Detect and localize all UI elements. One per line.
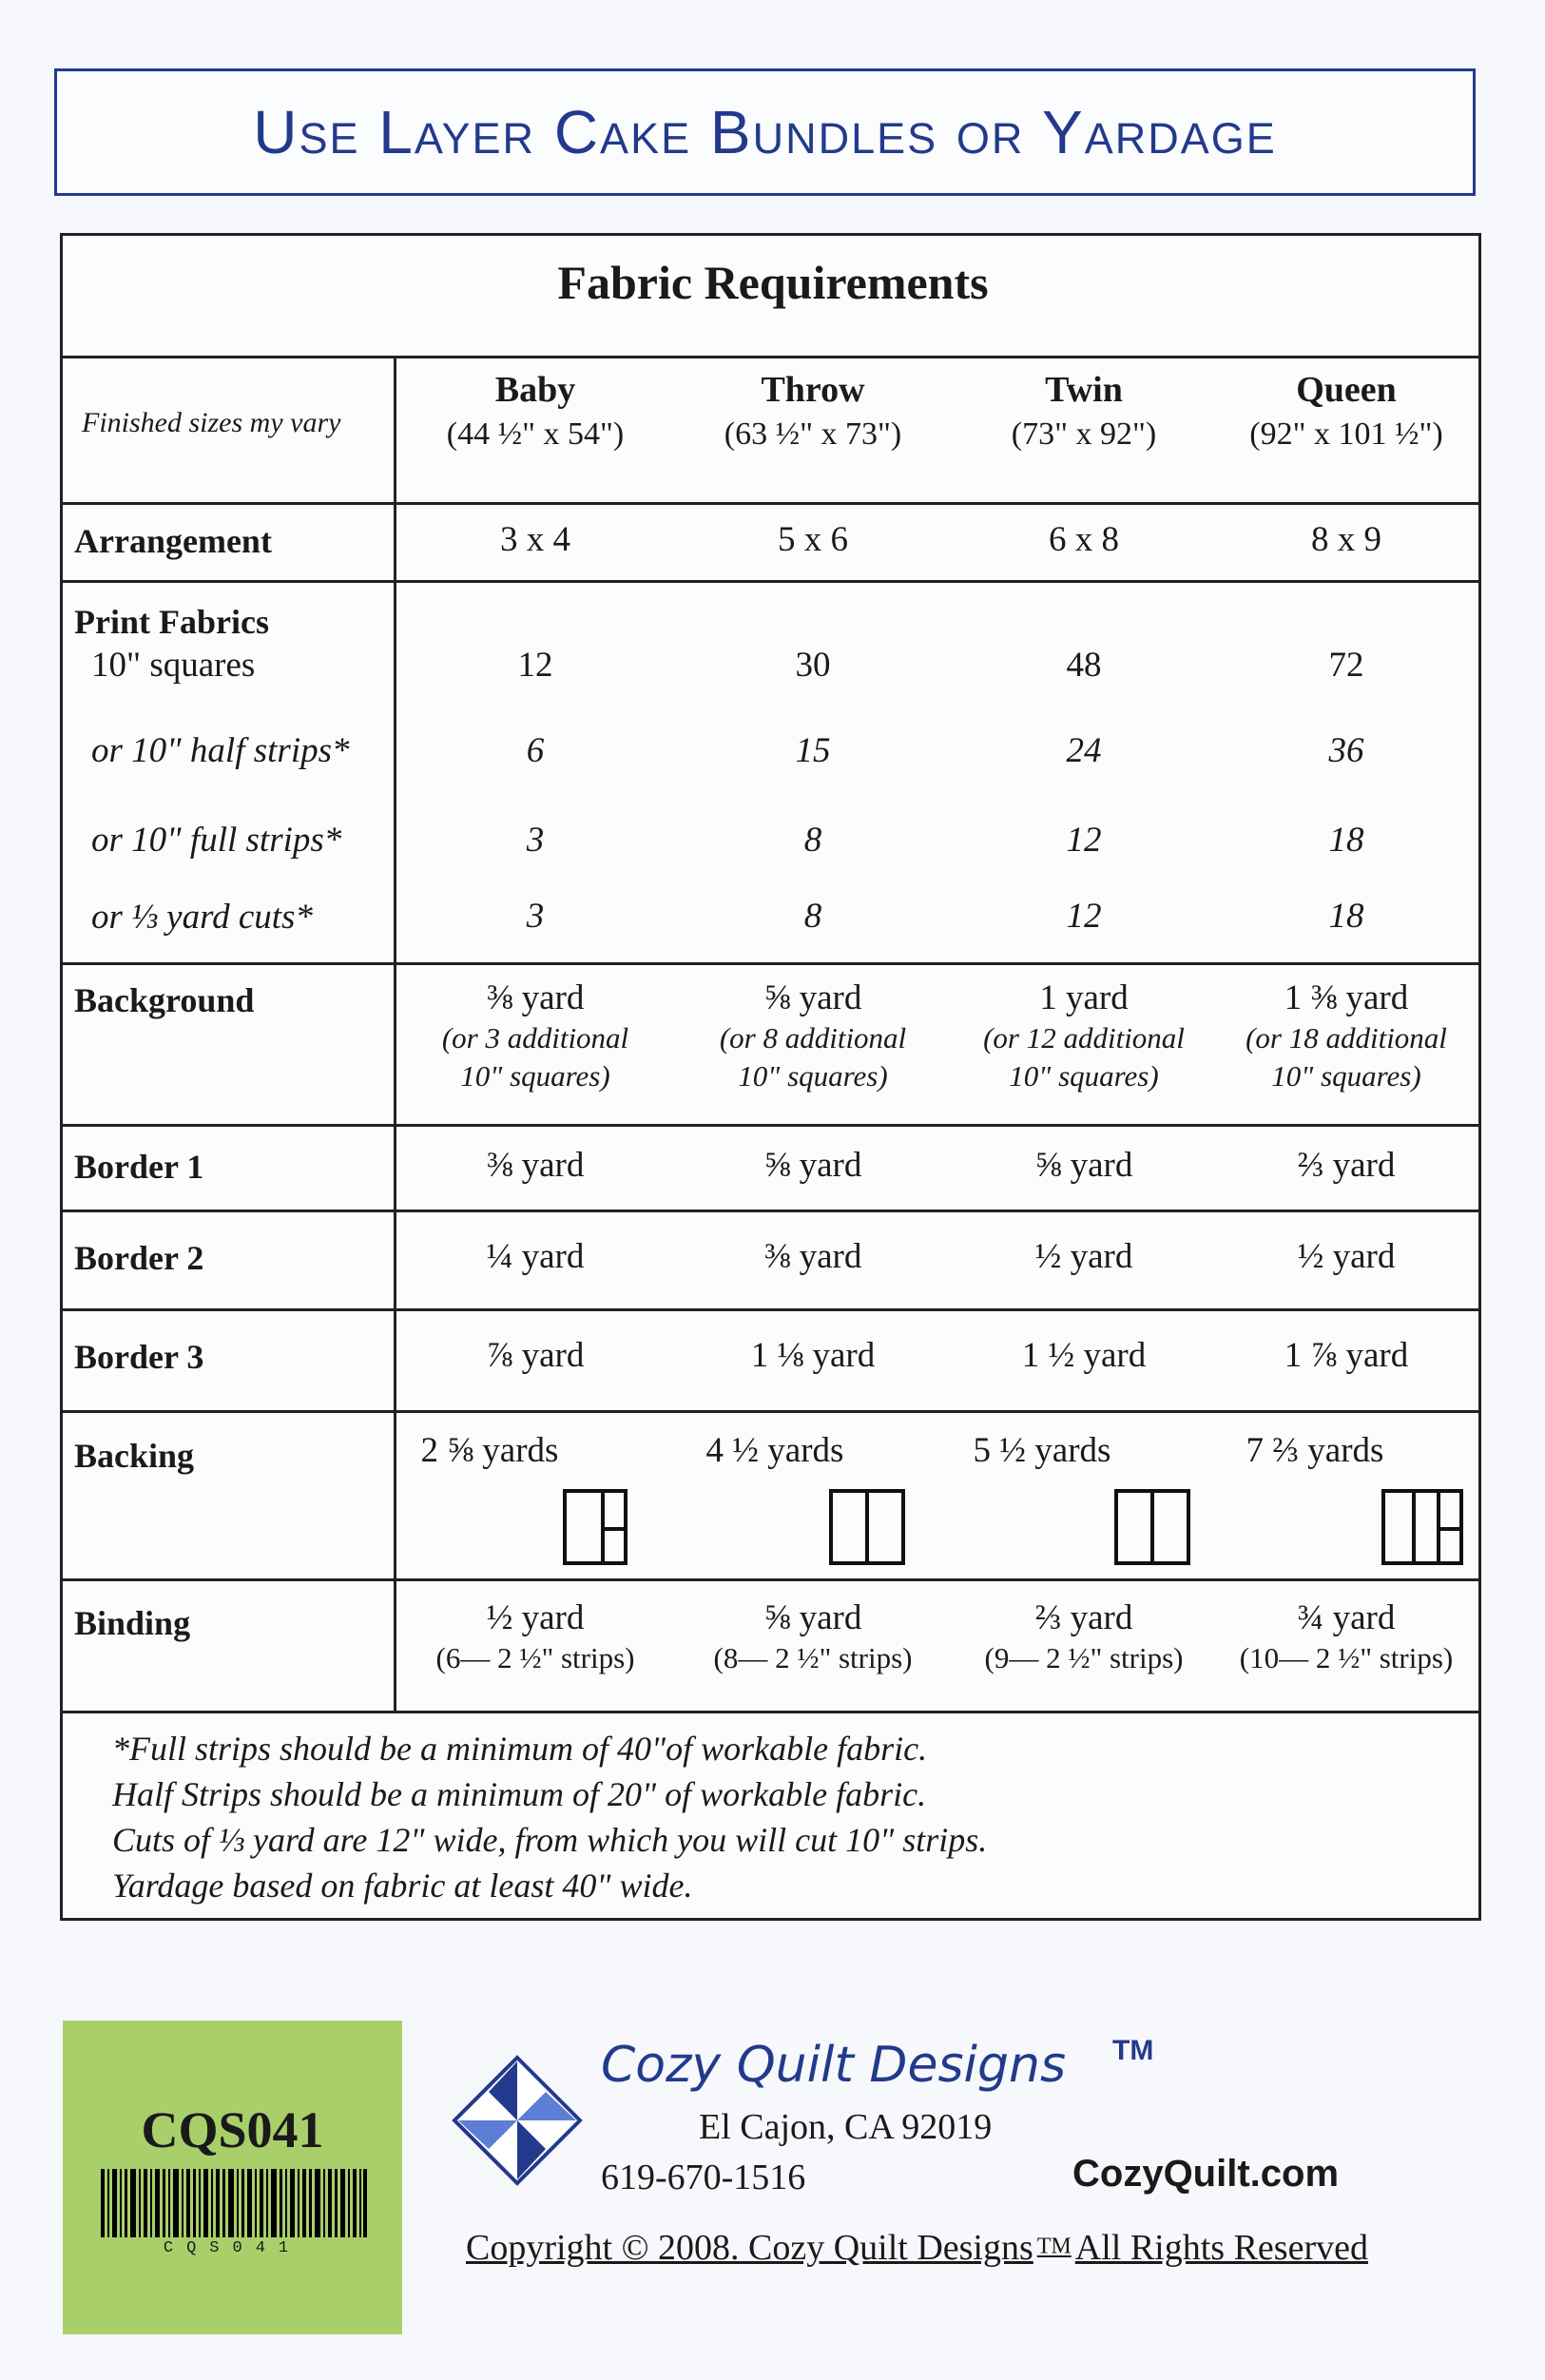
cell: 1 yard (1039, 978, 1129, 1017)
cell: ⅝ yard (1034, 1146, 1133, 1185)
row-label-border-2: Border 2 (74, 1239, 204, 1277)
divider (63, 1124, 1478, 1127)
column-throw: Throw (761, 370, 865, 410)
backing-diagram-queen (1381, 1489, 1463, 1565)
note-line: Half Strips should be a minimum of 20" of workable fabric. (112, 1775, 927, 1813)
cell: 18 (1328, 821, 1364, 860)
cell-note: (6— 2 ½" strips) (435, 1641, 635, 1674)
cell: ⅜ yard (486, 978, 585, 1017)
table-title: Fabric Requirements (557, 256, 989, 309)
backing-diagram-throw (829, 1489, 905, 1565)
cell: 48 (1066, 646, 1102, 685)
fabric-requirements-table (60, 233, 1481, 1921)
cell-note: (or 18 additional (1246, 1021, 1447, 1055)
backing-diagram-baby (563, 1489, 628, 1565)
size-note: Finished sizes my vary (82, 407, 341, 438)
cell: 1 ⅜ yard (1284, 978, 1409, 1017)
cell: ¾ yard (1297, 1598, 1396, 1637)
row-label-third-yard: or ⅓ yard cuts* (91, 898, 313, 937)
cell: 36 (1328, 731, 1364, 770)
cell: 3 (526, 897, 545, 936)
cell: 5 x 6 (778, 520, 848, 559)
cell: 2 ⅝ yards (420, 1431, 559, 1470)
cell: 7 ⅔ yards (1246, 1431, 1384, 1470)
cell: ⅝ yard (763, 1146, 862, 1185)
cell-note: 10" squares) (1009, 1059, 1159, 1093)
row-label-border-3: Border 3 (74, 1338, 204, 1376)
cell-note: (or 12 additional (983, 1021, 1185, 1055)
cell-note: (9— 2 ½" strips) (984, 1641, 1184, 1674)
cell: 12 (1066, 897, 1102, 936)
cell: 24 (1066, 731, 1102, 770)
column-baby: Baby (494, 370, 576, 410)
cell: 8 (803, 897, 822, 936)
backing-diagram-twin (1114, 1489, 1190, 1565)
column-divider (394, 356, 396, 1711)
row-label-print-fabrics: Print Fabrics (74, 603, 269, 641)
cell: ⅜ yard (486, 1146, 585, 1185)
cell: ⅔ yard (1034, 1598, 1133, 1637)
cell: 3 x 4 (500, 520, 570, 559)
cell: ¼ yard (486, 1237, 585, 1276)
divider (63, 502, 1478, 505)
row-label-half-strips: or 10" half strips* (91, 731, 350, 770)
row-label-binding: Binding (74, 1604, 191, 1642)
barcode (101, 2169, 367, 2237)
divider (63, 1578, 1478, 1581)
cell: ⅔ yard (1297, 1146, 1396, 1185)
pinwheel-logo-icon (451, 2054, 584, 2187)
cell: 12 (1066, 821, 1102, 860)
divider (63, 1308, 1478, 1311)
divider (63, 356, 1478, 358)
row-label-full-strips: or 10" full strips* (91, 821, 342, 860)
product-label (63, 2021, 402, 2334)
cell-note: (or 8 additional (719, 1021, 907, 1055)
column-twin: Twin (1045, 370, 1123, 410)
cell: 72 (1328, 646, 1364, 685)
note-line: Yardage based on fabric at least 40" wide. (112, 1867, 693, 1905)
cell: ½ yard (1297, 1237, 1396, 1276)
cell-note: (8— 2 ½" strips) (713, 1641, 913, 1674)
barcode-number: CQS041 (163, 2239, 302, 2257)
copyright-line (466, 2227, 1368, 2269)
cell: 8 x 9 (1311, 520, 1381, 559)
row-label-squares: 10" squares (91, 646, 256, 685)
cell: 3 (526, 821, 545, 860)
cell: 1 ⅛ yard (750, 1336, 876, 1375)
company-website[interactable]: CozyQuilt.com (1072, 2153, 1340, 2195)
header-banner (54, 68, 1476, 196)
cell-note: 10" squares) (738, 1059, 888, 1093)
row-label-border-1: Border 1 (74, 1148, 204, 1186)
cell: 6 x 8 (1049, 520, 1119, 559)
row-label-background: Background (74, 981, 255, 1019)
cell: 4 ½ yards (705, 1431, 844, 1470)
copyright-text: Copyright © 2008. Cozy Quilt Designs (466, 2228, 1033, 2268)
company-name: Cozy Quilt Designs (601, 2037, 1067, 2094)
size-throw: (63 ½" x 73") (724, 416, 902, 452)
cell: 5 ½ yards (973, 1431, 1111, 1470)
cell-note: (or 3 additional (441, 1021, 629, 1055)
cell: ½ yard (1034, 1237, 1133, 1276)
company-address: El Cajon, CA 92019 (699, 2107, 993, 2147)
note-line: Cuts of ⅓ yard are 12" wide, from which you will cut 10" strips. (112, 1821, 988, 1859)
cell-note: 10" squares) (1271, 1059, 1421, 1093)
rights-text: All Rights Reserved (1074, 2228, 1368, 2268)
product-code: CQS041 (141, 2101, 324, 2158)
size-queen: (92" x 101 ½") (1249, 416, 1443, 452)
cell: 6 (526, 731, 545, 770)
divider (63, 1410, 1478, 1413)
divider (63, 580, 1478, 583)
column-queen: Queen (1296, 370, 1397, 410)
cell: ⅝ yard (763, 1598, 862, 1637)
trademark: TM (1112, 2035, 1154, 2066)
divider (63, 962, 1478, 965)
cell-note: (10— 2 ½" strips) (1239, 1641, 1454, 1674)
divider (63, 1209, 1478, 1212)
divider (63, 1711, 1478, 1713)
cell: 1 ⅞ yard (1284, 1336, 1409, 1375)
cell: 12 (517, 646, 553, 685)
cell: ⅝ yard (763, 978, 862, 1017)
cell: 1 ½ yard (1021, 1336, 1147, 1375)
cell: ½ yard (486, 1598, 585, 1637)
banner-title: Use Layer Cake Bundles or Yardage (253, 98, 1277, 166)
size-baby: (44 ½" x 54") (446, 416, 625, 452)
note-line: *Full strips should be a minimum of 40"of workable fabric. (112, 1730, 928, 1768)
cell: 18 (1328, 897, 1364, 936)
cell: 15 (795, 731, 831, 770)
cell: 8 (803, 821, 822, 860)
cell-note: 10" squares) (460, 1059, 610, 1093)
copyright-trademark: TM (1036, 2234, 1072, 2259)
cell: ⅞ yard (486, 1336, 585, 1375)
row-label-backing: Backing (74, 1437, 195, 1475)
row-label-arrangement: Arrangement (74, 522, 272, 560)
cell: ⅜ yard (763, 1237, 862, 1276)
cell: 30 (795, 646, 831, 685)
size-twin: (73" x 92") (1011, 416, 1157, 452)
company-phone[interactable]: 619-670-1516 (601, 2157, 806, 2197)
